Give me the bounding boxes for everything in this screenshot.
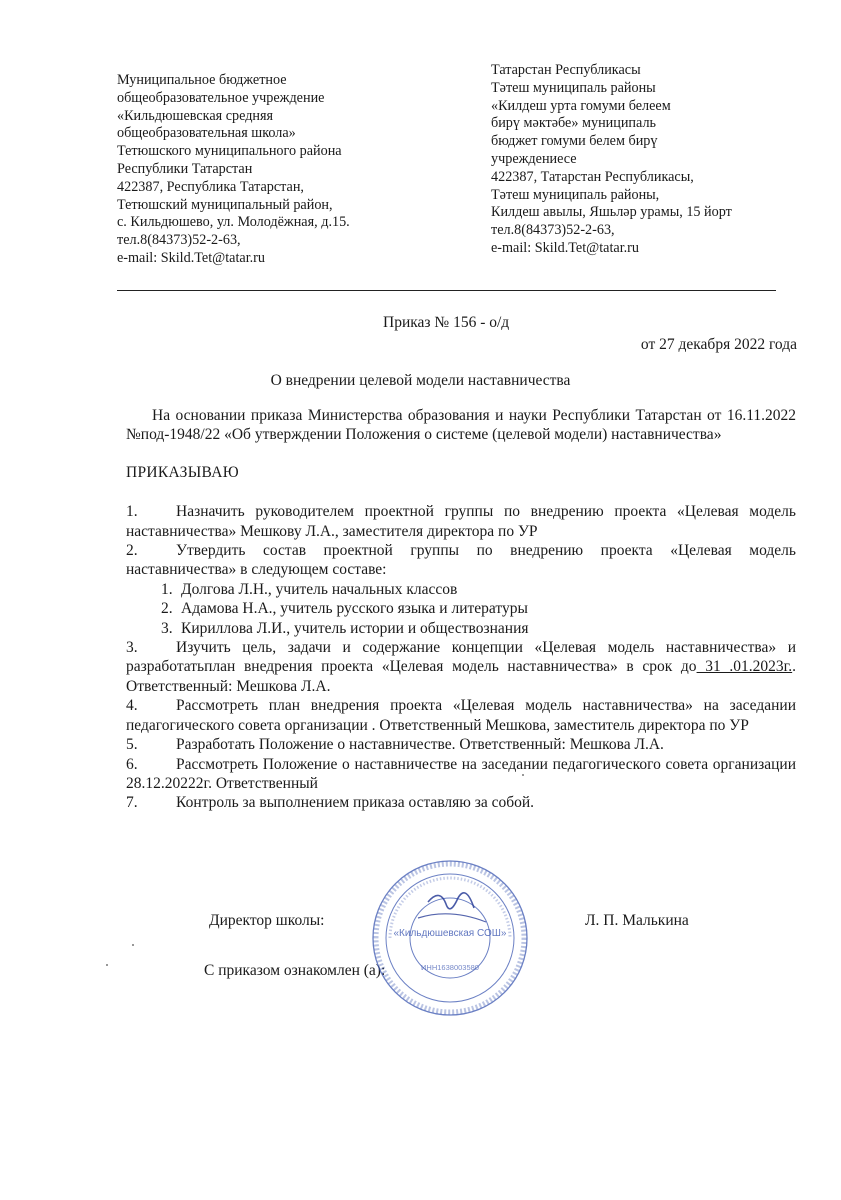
item-number: 3. <box>126 639 138 657</box>
scan-speck <box>132 944 134 946</box>
header-left-line: с. Кильдюшево, ул. Молодёжная, д.15. <box>117 214 350 231</box>
item-text: Рассмотреть план внедрения проекта «Целевая модель наставничества» на заседании педагогического совета организации . Ответственный Мешкова, заместитель директора по УР <box>126 697 796 734</box>
header-left-line: Тетюшский муниципальный район, <box>117 196 333 213</box>
header-right-line: «Килдеш урта гомуми белеем <box>491 97 671 114</box>
header-divider <box>117 290 776 291</box>
header-right-line: 422387, Татарстан Республикасы, <box>491 168 694 185</box>
header-left-line: «Кильдюшевская средняя <box>117 107 274 124</box>
item-number: 4. <box>126 697 138 715</box>
item-text: Изучить цель, задачи и содержание концепции «Целевая модель наставничества» и разработатьплан внедрения проекта «Целевая модель наставничества» в срок до <box>126 639 796 676</box>
header-right-line: тел.8(84373)52-2-63, <box>491 222 615 239</box>
director-name: Л. П. Малькина <box>585 912 689 929</box>
item-number: 5. <box>126 736 138 754</box>
header-right-line: учреждениесе <box>491 150 577 167</box>
header-left-line: тел.8(84373)52-2-63, <box>117 232 241 249</box>
header-left-line: общеобразовательное учреждение <box>117 89 325 106</box>
header-right-line: Татарстан Республикасы <box>491 62 641 78</box>
header-right-line: бирү мәктәбе» муниципаль <box>491 115 656 132</box>
header-left-line: Муниципальное бюджетное <box>117 72 287 88</box>
order-subject: О внедрении целевой модели наставничества <box>270 372 571 389</box>
header-right-line: Килдеш авылы, Яшьләр урамы, 15 йорт <box>491 204 732 221</box>
project-group-list <box>161 580 796 638</box>
stamp-center-text: «Кильдюшевская СОШ» <box>393 928 507 939</box>
member-text: Кириллова Л.И., учитель истории и обществознания <box>181 619 529 637</box>
item-text: Утвердить состав проектной группы по внедрению проекта «Целевая модель наставничества» в следующем составе: <box>126 542 796 579</box>
member-number: 2. <box>161 600 173 618</box>
order-item-6 <box>126 755 796 794</box>
order-item-5 <box>126 735 796 754</box>
order-item-4 <box>126 696 796 735</box>
item-number: 1. <box>126 503 138 521</box>
header-right-line: бюджет гомуми белем бирү <box>491 133 658 150</box>
acknowledgement-line: С приказом ознакомлен (а): <box>204 962 386 979</box>
order-item-3 <box>126 638 796 696</box>
member-text: Долгова Л.Н., учитель начальных классов <box>181 580 458 598</box>
stamp-inn-text: ИНН1638003580 <box>421 963 479 972</box>
header-right-line: Тәтеш муниципаль районы, <box>491 186 660 203</box>
item-number: 2. <box>126 542 138 560</box>
group-member <box>161 619 796 638</box>
order-body <box>126 406 796 813</box>
item-number: 6. <box>126 755 138 773</box>
order-date: от 27 декабря 2022 года <box>640 336 797 353</box>
item-number: 7. <box>126 794 138 812</box>
item-text: Назначить руководителем проектной группы по внедрению проекта «Целевая модель наставничества» Мешкову Л.А., заместителя директора по УР <box>126 503 796 540</box>
group-member <box>161 580 796 599</box>
group-member <box>161 599 796 618</box>
item-text: Разработать Положение о наставничестве. Ответственный: Мешкова Л.А. <box>176 736 664 754</box>
director-signature-stroke <box>418 914 486 922</box>
scan-speck <box>106 964 108 966</box>
order-items <box>126 502 796 813</box>
scan-speck <box>522 774 524 776</box>
member-text: Адамова Н.А., учитель русского языка и литературы <box>181 600 528 618</box>
header-right-line: e-mail: Skild.Tet@tatar.ru <box>491 239 639 256</box>
item-text: Рассмотреть Положение о наставничестве на заседании педагогического совета организации 28.12.20222г. Ответственный <box>126 755 796 792</box>
order-item-1 <box>126 502 796 541</box>
school-stamp <box>370 858 530 1018</box>
preamble: На основании приказа Министерства образования и науки Республики Татарстан от 16.11.2022 №под-1948/22 «Об утверждении Положения о системе (целевой модели) наставничества» <box>126 407 796 444</box>
header-left-line: Тетюшского муниципального района <box>117 143 342 160</box>
header-right-tatar <box>491 62 791 258</box>
member-number: 1. <box>161 580 173 598</box>
header-left-russian <box>117 72 417 268</box>
orders-heading: ПРИКАЗЫВАЮ <box>126 463 239 481</box>
header-left-line: общеобразовательная школа» <box>117 125 296 142</box>
item-text: Контроль за выполнением приказа оставляю за собой. <box>176 794 535 812</box>
header-left-line: 422387, Республика Татарстан, <box>117 178 304 195</box>
item-text-responsible: . Ответственный: Мешкова Л.А. <box>126 658 797 695</box>
order-item-2 <box>126 541 796 580</box>
order-number: Приказ № 156 - о/д <box>383 314 510 331</box>
director-label: Директор школы: <box>209 912 325 929</box>
header-left-line: Республики Татарстан <box>117 160 253 177</box>
item-deadline: 31 .01.2023г. <box>696 658 793 676</box>
member-number: 3. <box>161 619 173 637</box>
order-item-7 <box>126 793 796 812</box>
header-left-line: e-mail: Skild.Tet@tatar.ru <box>117 249 265 266</box>
header-right-line: Тәтеш муниципаль районы <box>491 79 656 96</box>
